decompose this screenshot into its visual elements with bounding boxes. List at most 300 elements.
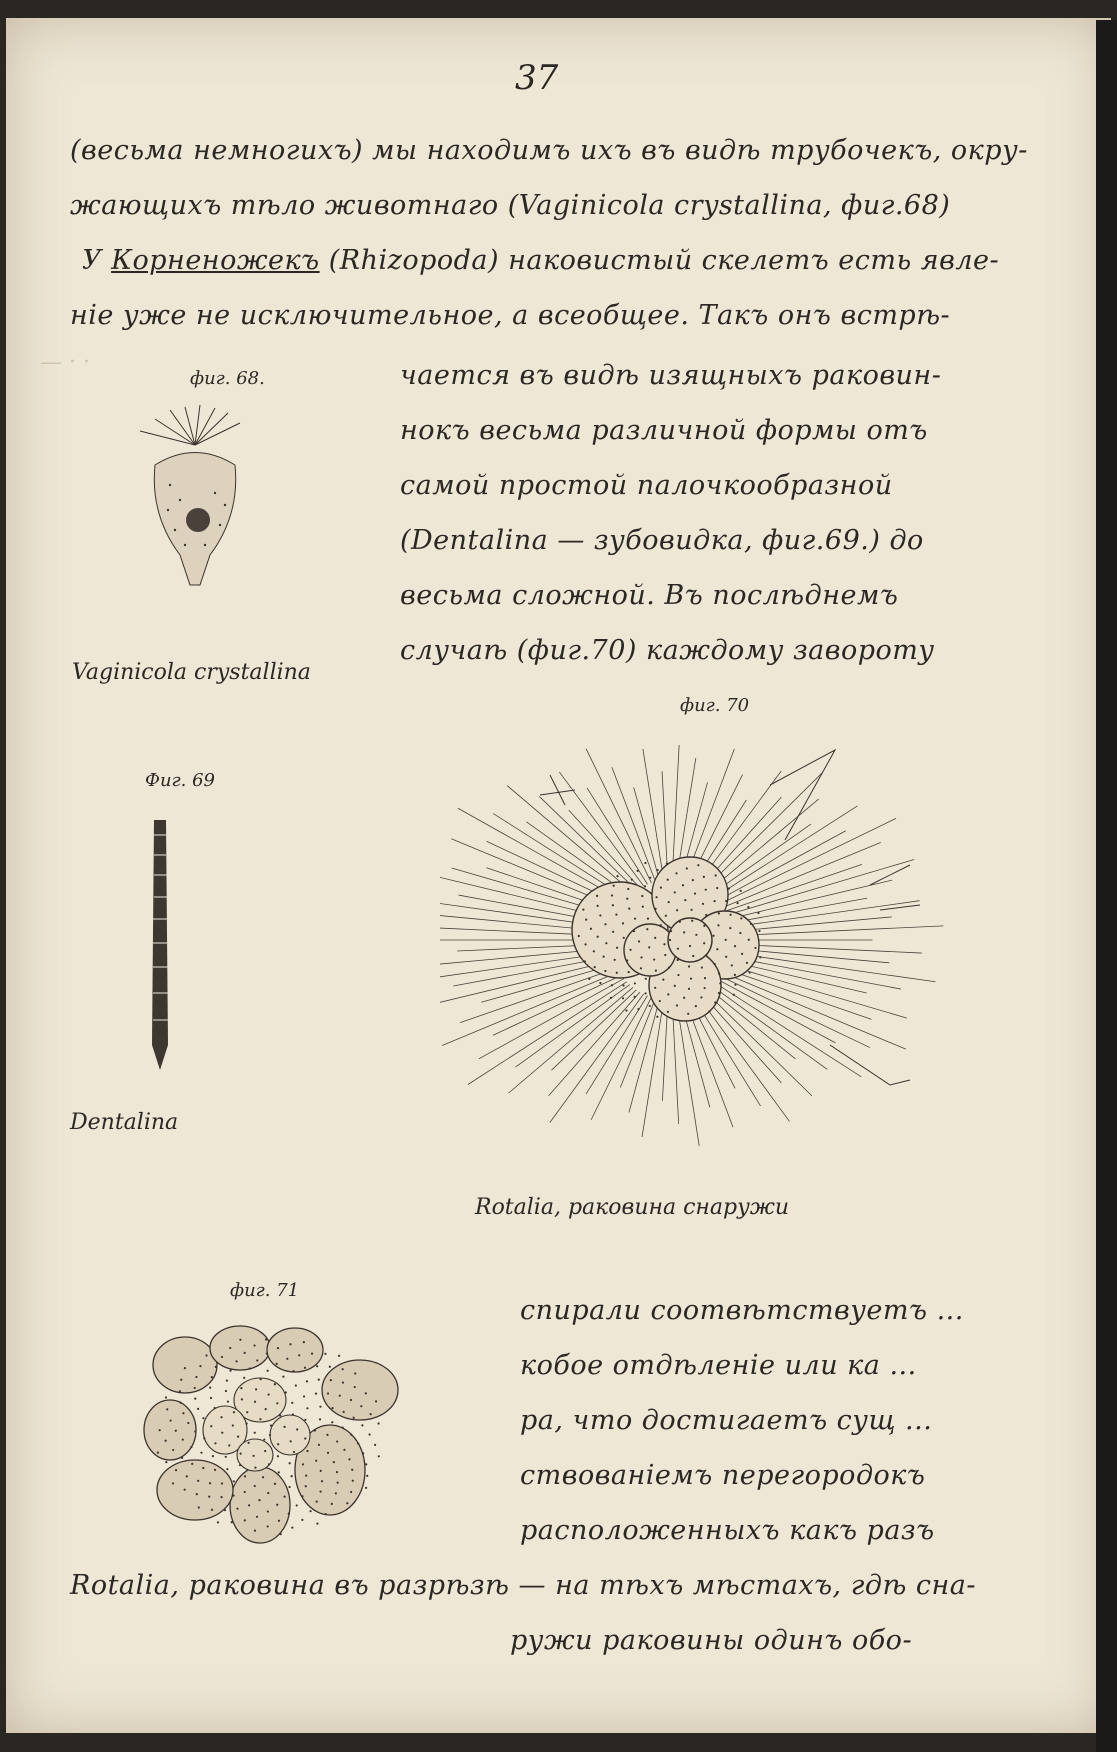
stipple-dot	[716, 948, 718, 950]
stipple-dot	[664, 954, 666, 956]
text-line-16: Rotalia, раковина въ разрѣзѣ — на тѣхъ мѣстахъ, гдѣ сна-	[70, 1570, 977, 1601]
stipple-dot	[214, 1442, 216, 1444]
stipple-dot	[262, 1476, 264, 1478]
text-line-17: ружи раковины одинъ обо-	[510, 1625, 913, 1656]
stipple-dot	[309, 1510, 311, 1512]
stipple-dot	[750, 923, 752, 925]
stipple-dot	[695, 1005, 697, 1007]
text-line-15: расположенныхъ какъ разъ	[520, 1515, 935, 1546]
stipple-dot	[348, 1458, 350, 1460]
stipple-dot	[198, 1506, 200, 1508]
stipple-dot	[291, 1475, 293, 1477]
fig71-label: фиг. 71	[230, 1280, 300, 1301]
stipple-dot	[303, 1341, 305, 1343]
stipple-dot	[282, 1376, 284, 1378]
stipple-dot	[314, 1429, 316, 1431]
stipple-dot	[667, 993, 669, 995]
stipple-dot	[360, 1405, 362, 1407]
stipple-dot	[605, 942, 607, 944]
stipple-dot	[179, 1402, 181, 1404]
stipple-dot	[357, 1442, 359, 1444]
stipple-dot	[239, 1339, 241, 1341]
stipple-dot	[274, 1483, 276, 1485]
stipple-dot	[640, 967, 642, 969]
stipple-dot	[725, 900, 727, 902]
stipple-dot	[321, 1480, 323, 1482]
stipple-dot	[225, 1390, 227, 1392]
stipple-dot	[302, 1463, 304, 1465]
stipple-dot	[315, 1460, 317, 1462]
stipple-dot	[289, 1486, 291, 1488]
stipple-dot	[319, 1490, 321, 1492]
stipple-dot	[616, 972, 618, 974]
stipple-dot	[584, 943, 586, 945]
stipple-dot	[330, 1379, 332, 1381]
stipple-dot	[319, 1406, 321, 1408]
stipple-dot	[612, 904, 614, 906]
stipple-dot	[254, 1467, 256, 1469]
stipple-dot	[195, 1376, 197, 1378]
stipple-dot	[644, 862, 646, 864]
stipple-dot	[304, 1367, 306, 1369]
stipple-dot	[254, 1432, 256, 1434]
text-line-8: (Dentalina — зубовидка, фиг.69.) до	[400, 525, 924, 556]
stipple-dot	[277, 1443, 279, 1445]
stipple-dot	[229, 1370, 231, 1372]
stipple-dot	[226, 1468, 228, 1470]
fig68-vaginicola-drawing	[110, 405, 280, 605]
stipple-dot	[293, 1451, 295, 1453]
stipple-dot	[377, 1422, 379, 1424]
stipple-dot	[683, 997, 685, 999]
stipple-dot	[370, 1413, 372, 1415]
fig70-label: фиг. 70	[680, 695, 750, 716]
fig69-dentalina-drawing	[140, 815, 180, 1075]
stipple-dot	[315, 1392, 317, 1394]
stipple-dot	[337, 1482, 339, 1484]
stipple-dot	[690, 977, 692, 979]
pseudopod-ray	[729, 901, 920, 928]
stipple-dot	[640, 956, 642, 958]
stipple-dot	[305, 1485, 307, 1487]
stipple-dot	[256, 1359, 258, 1361]
stipple-dot	[211, 1376, 213, 1378]
stipple-dot	[365, 1463, 367, 1465]
stipple-dot	[654, 937, 656, 939]
stipple-dot	[669, 939, 671, 941]
stipple-dot	[236, 1508, 238, 1510]
pseudopod-ray	[710, 985, 827, 1070]
stipple-dot	[688, 965, 690, 967]
stipple-dot	[611, 984, 613, 986]
stipple-dot	[326, 1434, 328, 1436]
stipple-dot	[700, 996, 702, 998]
stipple-dot	[269, 1434, 271, 1436]
pseudopod-ray	[676, 1000, 699, 1146]
pseudopod-ray	[716, 831, 846, 902]
pseudopod-ray	[643, 749, 664, 880]
text-line-14: ствованіемъ перегородокъ	[520, 1460, 926, 1491]
stipple-dot	[642, 906, 644, 908]
stipple-dot	[267, 1510, 269, 1512]
stipple-dot	[226, 1379, 228, 1381]
stipple-dot	[623, 937, 625, 939]
stipple-dot	[736, 902, 738, 904]
stipple-dot	[644, 992, 646, 994]
stipple-dot	[695, 934, 697, 936]
stipple-dot	[622, 997, 624, 999]
stipple-dot	[596, 905, 598, 907]
stipple-dot	[290, 1440, 292, 1442]
stipple-dot	[667, 879, 669, 881]
stipple-dot	[631, 879, 633, 881]
stipple-dot	[214, 1469, 216, 1471]
stipple-dot	[741, 953, 743, 955]
stipple-dot	[599, 914, 601, 916]
pseudopod-ray	[516, 985, 630, 1067]
stipple-dot	[654, 908, 656, 910]
stipple-dot	[368, 1433, 370, 1435]
stipple-dot	[684, 899, 686, 901]
stipple-dot	[734, 984, 736, 986]
stipple-dot	[191, 1463, 193, 1465]
stipple-dot	[759, 956, 761, 958]
stipple-dot	[244, 1519, 246, 1521]
stipple-dot	[249, 1367, 251, 1369]
stipple-dot	[702, 903, 704, 905]
stipple-dot	[365, 1392, 367, 1394]
stipple-dot	[246, 1422, 248, 1424]
stipple-dot	[679, 921, 681, 923]
stipple-dot	[166, 1408, 168, 1410]
stipple-dot	[667, 1011, 669, 1013]
stipple-dot	[241, 1398, 243, 1400]
stipple-dot	[335, 1492, 337, 1494]
stipple-dot	[316, 1522, 318, 1524]
stipple-dot	[180, 1379, 182, 1381]
stipple-dot	[209, 1482, 211, 1484]
stipple-dot	[718, 992, 720, 994]
stipple-dot	[644, 885, 646, 887]
stipple-dot	[283, 1426, 285, 1428]
fig70-rotalia-drawing	[440, 745, 960, 1165]
stipple-dot	[246, 1411, 248, 1413]
stipple-dot	[240, 1387, 242, 1389]
stipple-dot	[733, 994, 735, 996]
stipple-dot	[296, 1428, 298, 1430]
stipple-dot	[291, 1402, 293, 1404]
stipple-dot	[292, 1413, 294, 1415]
stipple-dot	[264, 1450, 266, 1452]
stipple-dot	[298, 1354, 300, 1356]
stipple-dot	[184, 1367, 186, 1369]
stipple-dot	[582, 909, 584, 911]
stipple-dot	[668, 901, 670, 903]
stipple-dot	[320, 1470, 322, 1472]
stipple-dot	[258, 1499, 260, 1501]
stipple-dot	[331, 1503, 333, 1505]
stipple-dot	[588, 978, 590, 980]
stipple-dot	[339, 1395, 341, 1397]
stipple-dot	[228, 1444, 230, 1446]
stipple-dot	[306, 1450, 308, 1452]
stipple-dot	[637, 1008, 639, 1010]
stipple-dot	[665, 915, 667, 917]
stipple-dot	[734, 974, 736, 976]
stipple-dot	[677, 959, 679, 961]
stipple-dot	[599, 982, 601, 984]
stipple-dot	[641, 895, 643, 897]
stipple-dot	[674, 985, 676, 987]
stipple-dot	[181, 1457, 183, 1459]
stipple-dot	[276, 1363, 278, 1365]
stipple-dot	[276, 1402, 278, 1404]
stipple-dot	[165, 1461, 167, 1463]
stipple-dot	[336, 1471, 338, 1473]
stipple-dot	[304, 1437, 306, 1439]
pseudopod-ray	[509, 987, 633, 1093]
stipple-dot	[244, 1491, 246, 1493]
stipple-dot	[318, 1444, 320, 1446]
stipple-dot	[221, 1356, 223, 1358]
stipple-dot	[268, 1393, 270, 1395]
stipple-dot	[362, 1452, 364, 1454]
stipple-dot	[365, 1487, 367, 1489]
stipple-dot	[729, 914, 731, 916]
stipple-dot	[199, 1365, 201, 1367]
text-line-5: чается въ видѣ изящныхъ раковин-	[400, 360, 942, 391]
pseudopod-ray	[493, 975, 621, 1035]
stipple-dot	[714, 963, 716, 965]
stipple-dot	[682, 884, 684, 886]
pseudopod-ray	[559, 772, 643, 886]
stipple-dot	[703, 942, 705, 944]
stipple-dot	[628, 908, 630, 910]
stipple-dot	[633, 930, 635, 932]
stipple-dot	[626, 959, 628, 961]
stipple-dot	[316, 1501, 318, 1503]
stipple-dot	[660, 887, 662, 889]
stipple-dot	[616, 875, 618, 877]
stipple-dot	[675, 872, 677, 874]
stipple-dot	[233, 1480, 235, 1482]
pseudopod-ray	[468, 982, 627, 1085]
stipple-dot	[217, 1521, 219, 1523]
stipple-dot	[604, 970, 606, 972]
stipple-dot	[694, 892, 696, 894]
stipple-dot	[657, 869, 659, 871]
stipple-dot	[304, 1419, 306, 1421]
stipple-dot	[316, 1365, 318, 1367]
stipple-dot	[703, 876, 705, 878]
stipple-dot	[597, 936, 599, 938]
stipple-dot	[182, 1439, 184, 1441]
stipple-dot	[374, 1444, 376, 1446]
stipple-dot	[734, 945, 736, 947]
stipple-dot	[346, 1502, 348, 1504]
stipple-dot	[662, 979, 664, 981]
stipple-dot	[244, 1475, 246, 1477]
stipple-dot	[184, 1489, 186, 1491]
stipple-dot	[220, 1416, 222, 1418]
stipple-dot	[691, 920, 693, 922]
stipple-dot	[366, 1475, 368, 1477]
text-line-3-prefix: У	[82, 245, 112, 276]
stipple-dot	[628, 971, 630, 973]
stipple-dot	[285, 1391, 287, 1393]
stipple-dot	[324, 1353, 326, 1355]
stipple-dot	[187, 1422, 189, 1424]
stipple-dot	[278, 1520, 280, 1522]
stipple-dot	[704, 987, 706, 989]
stipple-dot	[232, 1424, 234, 1426]
stipple-dot	[718, 912, 720, 914]
stipple-dot	[647, 918, 649, 920]
stipple-dot	[354, 1386, 356, 1388]
stipple-dot	[676, 909, 678, 911]
stipple-dot	[668, 966, 670, 968]
stipple-dot	[221, 1432, 223, 1434]
stipple-dot	[686, 867, 688, 869]
stipple-dot	[687, 1013, 689, 1015]
stipple-dot	[350, 1399, 352, 1401]
stipple-dot	[329, 1366, 331, 1368]
stipple-dot	[353, 1417, 355, 1419]
stipple-dot	[712, 935, 714, 937]
stipple-dot	[202, 1417, 204, 1419]
pseudopod-ray	[642, 1000, 664, 1137]
stipple-dot	[172, 1482, 174, 1484]
stipple-dot	[350, 1434, 352, 1436]
stipple-dot	[654, 987, 656, 989]
stipple-dot	[267, 1492, 269, 1494]
stipple-dot	[203, 1437, 205, 1439]
text-line-10: случаѣ (фиг.70) каждому завороту	[400, 635, 935, 666]
stipple-dot	[645, 978, 647, 980]
stipple-dot	[613, 885, 615, 887]
stipple-dot	[325, 1513, 327, 1515]
pseudopod-ray	[707, 987, 796, 1059]
stipple-dot	[179, 1390, 181, 1392]
stipple-dot	[172, 1449, 174, 1451]
stipple-dot	[725, 939, 727, 941]
stipple-dot	[342, 1368, 344, 1370]
stipple-dot	[274, 1383, 276, 1385]
stipple-dot	[210, 1425, 212, 1427]
stipple-dot	[336, 1440, 338, 1442]
stipple-dot	[718, 973, 720, 975]
stipple-dot	[677, 948, 679, 950]
stipple-dot	[175, 1469, 177, 1471]
stipple-dot	[288, 1513, 290, 1515]
stipple-dot	[692, 955, 694, 957]
stipple-dot	[327, 1452, 329, 1454]
stipple-dot	[578, 935, 580, 937]
stipple-dot	[705, 914, 707, 916]
stipple-dot	[276, 1504, 278, 1506]
stipple-dot	[301, 1519, 303, 1521]
stipple-dot	[714, 900, 716, 902]
stipple-dot	[224, 1509, 226, 1511]
stipple-dot	[211, 1509, 213, 1511]
stipple-dot	[354, 1372, 356, 1374]
stipple-dot	[674, 891, 676, 893]
pseudopod-ray	[696, 994, 789, 1122]
stipple-dot	[731, 964, 733, 966]
stipple-dot	[704, 977, 706, 979]
stipple-dot	[239, 1464, 241, 1466]
stipple-dot	[666, 863, 668, 865]
stipple-dot	[603, 955, 605, 957]
stipple-dot	[263, 1438, 265, 1440]
stipple-dot	[235, 1360, 237, 1362]
stipple-dot	[338, 1355, 340, 1357]
stipple-dot	[746, 962, 748, 964]
stipple-dot	[169, 1419, 171, 1421]
pseudopod-ray	[716, 979, 836, 1043]
stipple-dot	[757, 912, 759, 914]
fig69-label: Фиг. 69	[145, 770, 215, 791]
stipple-dot	[295, 1384, 297, 1386]
stipple-dot	[296, 1504, 298, 1506]
stipple-dot	[350, 1491, 352, 1493]
stipple-dot	[625, 1009, 627, 1011]
stipple-dot	[220, 1496, 222, 1498]
stipple-dot	[202, 1467, 204, 1469]
stipple-dot	[690, 909, 692, 911]
stipple-dot	[594, 966, 596, 968]
stipple-dot	[655, 970, 657, 972]
stipple-dot	[278, 1471, 280, 1473]
pseudopod-ray	[730, 926, 944, 936]
stipple-dot	[306, 1407, 308, 1409]
stipple-dot	[740, 890, 742, 892]
stipple-dot	[227, 1400, 229, 1402]
stipple-dot	[622, 984, 624, 986]
stipple-dot	[225, 1456, 227, 1458]
stipple-dot	[283, 1495, 285, 1497]
stipple-dot	[157, 1452, 159, 1454]
stipple-dot	[266, 1352, 268, 1354]
stipple-dot	[585, 919, 587, 921]
stipple-dot	[253, 1455, 255, 1457]
stipple-dot	[375, 1400, 377, 1402]
stipple-dot	[259, 1418, 261, 1420]
stipple-dot	[697, 864, 699, 866]
pseudopod-ray	[713, 806, 857, 898]
stipple-dot	[265, 1338, 267, 1340]
stipple-dot	[190, 1446, 192, 1448]
stipple-dot	[659, 1000, 661, 1002]
text-line-6: нокъ весьма различной формы отъ	[400, 415, 928, 446]
stipple-dot	[604, 923, 606, 925]
stipple-dot	[277, 1347, 279, 1349]
stipple-dot	[649, 1005, 651, 1007]
stipple-dot	[626, 898, 628, 900]
stipple-dot	[758, 930, 760, 932]
stipple-dot	[247, 1442, 249, 1444]
stipple-dot	[175, 1430, 177, 1432]
stipple-dot	[627, 888, 629, 890]
page-number: 37	[515, 58, 559, 98]
stipple-dot	[301, 1495, 303, 1497]
pseudopod-ray	[713, 982, 861, 1077]
stipple-dot	[331, 1421, 333, 1423]
stipple-dot	[615, 914, 617, 916]
pseudopod-ray	[721, 972, 906, 1049]
stipple-dot	[306, 1380, 308, 1382]
stipple-dot	[232, 1495, 234, 1497]
